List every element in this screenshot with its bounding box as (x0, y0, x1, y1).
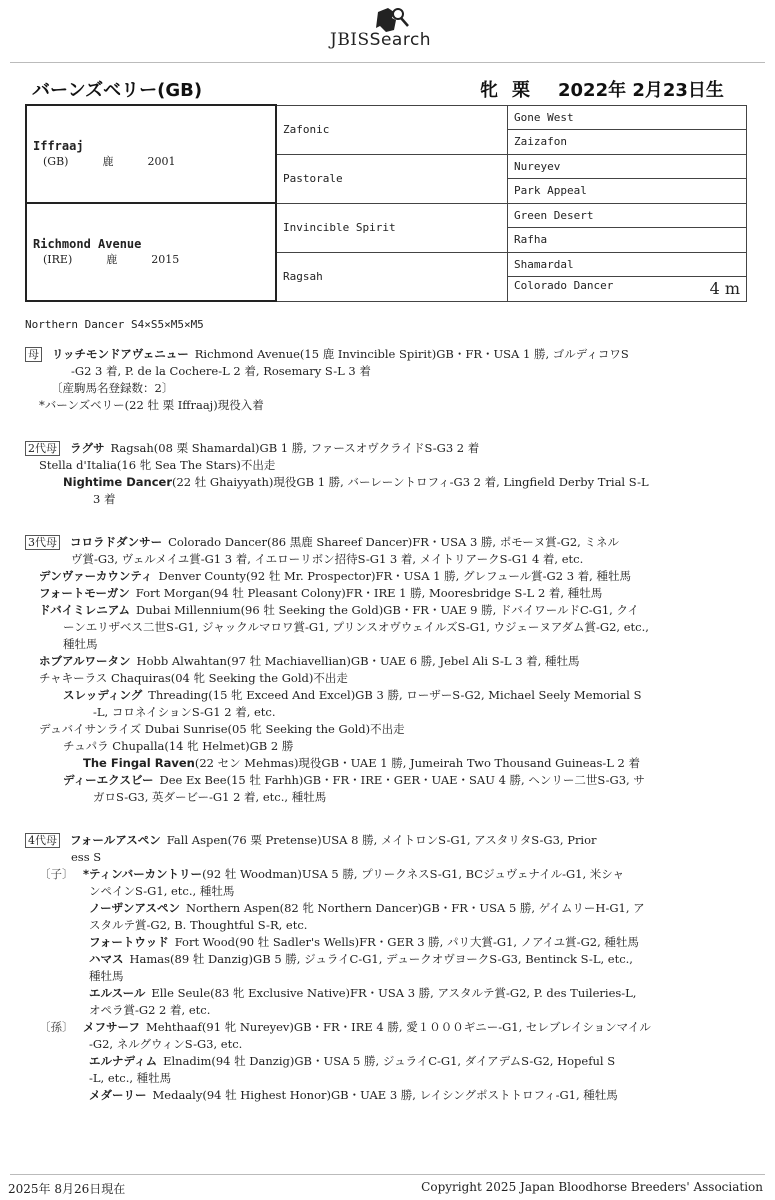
horse-name-bold[interactable]: エルスール (89, 986, 146, 1000)
generation-label: 〔子〕 (39, 867, 74, 881)
horse-name-bold[interactable]: フォートモーガン (39, 586, 130, 600)
record-line: -L, コロネイションS-G1 2 着, etc. (93, 705, 276, 719)
section-tag: 4代母 (25, 833, 60, 848)
horse-name: バーンズベリー(GB) (32, 80, 203, 101)
record-text: Northern Aspen(82 牝 Northern Dancer)GB・FR・USA 5 勝, ゲイムリーH-G1, ア (185, 901, 645, 915)
record-text: Hobb Alwahtan(97 牡 Machiavellian)GB・UAE 6 勝, Jebel Ali S-L 3 着, 種牡馬 (136, 654, 580, 668)
horse-name-bold[interactable]: The Fingal Raven (83, 756, 195, 770)
dam-cell (26, 203, 276, 301)
sire-year: 2001 (147, 155, 176, 168)
record-line: ーンエリザベス二世S-G1, ジャックルマロワ賞-G1, プリンスオヴウェイルズS-G1, ウジェーヌアダム賞-G2, etc., (63, 620, 649, 634)
sire-color: 鹿 (102, 155, 114, 168)
logo-suffix: Search (369, 30, 432, 50)
dam-country: (IRE) (43, 253, 73, 266)
inbreeding-note: Northern Dancer S4×S5×M5×M5 (25, 318, 204, 331)
as-of-date: 2025年 8月26日現在 (8, 1182, 126, 1196)
gen2-cell[interactable]: Zafonic (276, 105, 508, 154)
gen3-cell-colorado[interactable] (508, 277, 747, 302)
horse-name-bold[interactable]: ドバイミレニアム (39, 603, 130, 617)
record-line: ess S (71, 850, 102, 864)
gen3-cell[interactable]: Park Appeal (508, 179, 747, 204)
record-text: Dee Ex Bee(15 牡 Farhh)GB・FR・IRE・GER・UAE・SAU 4 勝, ヘンリー二世S-G3, サ (159, 773, 645, 787)
record-line: チュパラ Chupalla(14 牝 Helmet)GB 2 勝 (63, 739, 294, 753)
record-line: ガロS-G3, 英ダービー-G1 2 着, etc., 種牡馬 (93, 790, 327, 804)
horse-name-bold[interactable]: ハマス (89, 952, 124, 966)
gen3-cell[interactable]: Nureyev (508, 154, 747, 179)
horse-name-bold[interactable]: メフサーフ (83, 1020, 140, 1034)
dam-name[interactable]: Richmond Avenue (33, 237, 142, 251)
record-text: Threading(15 牝 Exceed And Excel)GB 3 勝, ローザーS-G2, Michael Seely Memorial S (148, 688, 642, 702)
record-text: Mehthaaf(91 牝 Nureyev)GB・FR・IRE 4 勝, 愛１０００ギニー-G1, セレブレイションマイル (145, 1020, 651, 1034)
section-tag: 2代母 (25, 441, 60, 456)
record-text: (22 セン Mehmas)現役GB・UAE 1 勝, Jumeirah Two Thousand Guineas-L 2 着 (194, 756, 641, 770)
horse-summary (480, 76, 738, 102)
sire-country: (GB) (43, 155, 69, 168)
record-text: Richmond Avenue(15 鹿 Invincible Spirit)GB・FR・USA 1 勝, ゴルディコワS (194, 347, 629, 361)
gen3-cell[interactable]: Zaizafon (508, 130, 747, 155)
gen3-name: Colorado Dancer (514, 279, 614, 293)
logo-prefix: JBIS (330, 30, 370, 50)
record-line: -L, etc., 種牡馬 (89, 1071, 172, 1085)
gen3-cell[interactable]: Rafha (508, 228, 747, 253)
copyright: Copyright 2025 Japan Bloodhorse Breeders' Association (421, 1180, 763, 1194)
gen3-cell[interactable]: Green Desert (508, 203, 747, 228)
horse-name-bold[interactable]: フォートウッド (89, 935, 169, 949)
horse-name-bold[interactable]: スレッディング (63, 688, 143, 702)
record-line: -G2, ネルグウィンS-G3, etc. (89, 1037, 243, 1051)
horse-name-bold[interactable]: ノーザンアスペン (89, 901, 180, 915)
section-tag: 母 (25, 347, 42, 362)
sire-name[interactable]: Iffraaj (33, 139, 84, 153)
record-line: 種牡馬 (63, 637, 98, 651)
record-text: Dubai Millennium(96 牡 Seeking the Gold)GB・FR・UAE 9 勝, ドバイワールドC-G1, クイ (135, 603, 639, 617)
record-line: 3 着 (93, 492, 116, 506)
horse-name-bold[interactable]: ラグサ (70, 441, 105, 455)
sire-cell (26, 105, 276, 203)
generation-label: 〔孫〕 (39, 1020, 74, 1034)
section-tag: 3代母 (25, 535, 60, 550)
record-line: ンペインS-G1, etc., 種牡馬 (89, 884, 235, 898)
record-line: *バーンズベリー(22 牡 栗 Iffraaj)現役入着 (39, 398, 264, 412)
gen3-cell[interactable]: Shamardal (508, 252, 747, 277)
record-text: Ragsah(08 栗 Shamardal)GB 1 勝, ファースオヴクライドS-G3 2 着 (110, 441, 480, 455)
record-text: Medaaly(94 牡 Highest Honor)GB・UAE 3 勝, レイシングポストトロフィ-G1, 種牡馬 (152, 1088, 618, 1102)
bottom-divider (10, 1174, 765, 1175)
gen2-cell[interactable]: Pastorale (276, 154, 508, 203)
birth-date: 2022年 2月23日生 (558, 80, 724, 101)
g4-section (25, 832, 735, 1104)
dam-year: 2015 (151, 253, 180, 266)
horse-color: 栗 (512, 80, 530, 101)
gen3-cell[interactable]: Gone West (508, 105, 747, 130)
gen2-cell[interactable]: Invincible Spirit (276, 203, 508, 252)
record-line: -G2 3 着, P. de la Cochere-L 2 着, Rosemary S-L 3 着 (71, 364, 371, 378)
horse-name-bold[interactable]: コロラドダンサー (70, 535, 163, 549)
record-line: Stella d'Italia(16 牝 Sea The Stars)不出走 (39, 458, 276, 472)
horse-name-bold[interactable]: フォールアスペン (70, 833, 161, 847)
record-text: Denver County(92 牡 Mr. Prospector)FR・USA 1 勝, グレフュール賞-G2 3 着, 種牡馬 (158, 569, 631, 583)
horse-sex: 牝 (480, 80, 498, 101)
record-text: (22 牡 Ghaiyyath)現役GB 1 勝, バーレーントロフィ-G3 2 着, Lingfield Derby Trial S-L (172, 475, 649, 489)
horse-name-bold[interactable]: Nightime Dancer (63, 475, 172, 489)
horse-name-bold[interactable]: エルナディム (89, 1054, 158, 1068)
record-text: Colorado Dancer(86 黒鹿 Shareef Dancer)FR・USA 3 勝, ポモーヌ賞-G2, ミネル (168, 535, 619, 549)
record-text: Fort Wood(90 牡 Sadler's Wells)FR・GER 3 勝, パリ大賞-G1, ノアイユ賞-G2, 種牡馬 (174, 935, 639, 949)
record-line: デュバイサンライズ Dubai Sunrise(05 牝 Seeking the Gold)不出走 (39, 722, 405, 736)
record-text: (92 牡 Woodman)USA 5 勝, プリークネスS-G1, BCジュヴェナイル-G1, 米シャ (202, 867, 625, 881)
top-divider (10, 62, 765, 63)
g3-section (25, 534, 735, 806)
record-text: Elle Seule(83 牝 Exclusive Native)FR・USA 3 勝, アスタルテ賞-G2, P. des Tuileries-L, (151, 986, 637, 1000)
horse-name-bold[interactable]: ディーエクスビー (63, 773, 154, 787)
dam-section (25, 346, 735, 414)
record-text: Fall Aspen(76 栗 Pretense)USA 8 勝, メイトロンS-G1, アスタリタS-G3, Prior (166, 833, 597, 847)
family-record (25, 346, 735, 1122)
record-line: チャキーラス Chaquiras(04 牝 Seeking the Gold)不出走 (39, 671, 348, 685)
record-line: ヴ賞-G3, ヴェルメイユ賞-G1 3 着, イエローリボン招待S-G1 3 着, メイトリアークS-G1 4 着, etc. (71, 552, 584, 566)
record-line: 種牡馬 (89, 969, 124, 983)
dam-color: 鹿 (106, 253, 118, 266)
horse-name-bold[interactable]: メダーリー (89, 1088, 147, 1102)
record-line: スタルテ賞-G2, B. Thoughtful S-R, etc. (89, 918, 308, 932)
record-text: Fort Morgan(94 牡 Pleasant Colony)FR・IRE 1 勝, Mooresbridge S-L 2 着, 種牡馬 (135, 586, 603, 600)
horse-name-bold[interactable]: ホブアルワータン (39, 654, 131, 668)
record-text: Hamas(89 牡 Danzig)GB 5 勝, ジュライC-G1, デュークオヴヨークS-G3, Bentinck S-L, etc., (129, 952, 633, 966)
g2-section (25, 440, 735, 508)
record-line: 〔産駒馬名登録数：2〕 (51, 381, 174, 395)
site-logo[interactable] (330, 30, 431, 50)
horse-name-bold[interactable]: リッチモンドアヴェニュー (52, 347, 189, 361)
record-text: Elnadim(94 牡 Danzig)GB・USA 5 勝, ジュライC-G1, ダイアデムS-G2, Hopeful S (163, 1054, 616, 1068)
horse-name-bold[interactable]: *ティンバーカントリー (83, 867, 203, 881)
horse-name-bold[interactable]: デンヴァーカウンティ (39, 569, 153, 583)
record-line: オペラ賞-G2 2 着, etc. (89, 1003, 211, 1017)
gen2-cell[interactable]: Ragsah (276, 252, 508, 301)
pedigree-table (25, 104, 747, 302)
inbreed-mark: 4 m (709, 279, 740, 299)
